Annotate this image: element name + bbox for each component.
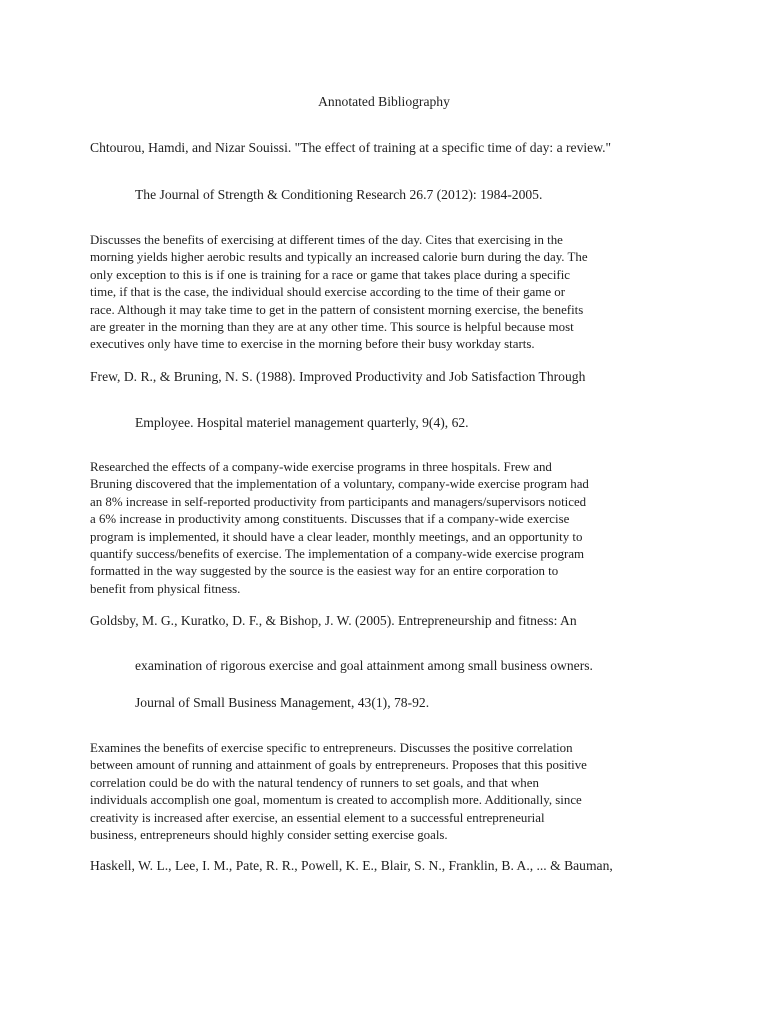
citation-line: The Journal of Strength & Conditioning Research 26.7 (2012): 1984-2005. [135,187,543,202]
citation-line: Employee. Hospital materiel management quarterly, 9(4), 62. [135,415,469,430]
annotation-paragraph [90,459,674,598]
citation-line: Frew, D. R., & Bruning, N. S. (1988). Improved Productivity and Job Satisfaction Through [90,369,586,384]
citation-line: Journal of Small Business Management, 43(1), 78-92. [135,695,430,710]
annotation-line: morning yields higher aerobic results and typically an increased calorie burn during the day. The [90,250,588,265]
citation-line: Goldsby, M. G., Kuratko, D. F., & Bishop, J. W. (2005). Entrepreneurship and fitness: An [90,613,577,628]
annotation-line: creativity is increased after exercise, an essential element to a successful entrepreneurial [90,810,545,825]
annotation-line: only exception to this is if one is training for a race or game that takes place during a specific [90,267,571,282]
annotation-line: correlation could be do with the natural tendency of runners to set goals, and that when [90,775,539,790]
annotation-line: quantify success/benefits of exercise. The implementation of a company-wide exercise program [90,547,585,562]
annotation-line: Researched the effects of a company-wide exercise programs in three hospitals. Frew and [90,460,552,474]
annotation-line: an 8% increase in self-reported productivity from participants and managers/supervisors noticed [90,494,587,509]
annotation-paragraph [90,740,674,844]
annotation-line: executives only have time to exercise in the morning before their busy workday starts. [90,337,535,352]
annotation-line: Bruning discovered that the implementation of a voluntary, company-wide exercise program had [90,477,589,492]
annotation-line: are greater in the morning than they are at any other time. This source is helpful because most [90,320,574,335]
citation-line: Haskell, W. L., Lee, I. M., Pate, R. R., Powell, K. E., Blair, S. N., Franklin, B. A., ... & Bauman, [90,858,613,873]
annotation-line: business, entrepreneurs should highly consider setting exercise goals. [90,828,448,843]
annotation-line: individuals accomplish one goal, momentum is created to accomplish more. Additionally, since [90,793,582,808]
annotation-line: Discusses the benefits of exercising at different times of the day. Cites that exercising in the [90,233,563,247]
annotation-line: between amount of running and attainment of goals by entrepreneurs. Proposes that this positive [90,758,587,773]
annotation-line: program is implemented, it should have a clear leader, monthly meetings, and an opportunity to [90,529,583,544]
annotation-line: formatted in the way suggested by the source is the easiest way for an entire corporation to [90,564,559,579]
citation-line: examination of rigorous exercise and goal attainment among small business owners. [135,658,593,673]
annotation-paragraph [90,232,674,354]
annotation-line: race. Although it may take time to get in the pattern of consistent morning exercise, the benefits [90,302,584,317]
page-title: Annotated Bibliography [318,94,450,109]
citation-line: Chtourou, Hamdi, and Nizar Souissi. "The effect of training at a specific time of day: a review." [90,140,612,155]
annotation-line: Examines the benefits of exercise specific to entrepreneurs. Discusses the positive correlation [90,741,573,755]
annotation-line: time, if that is the case, the individual should exercise according to the time of their game or [90,285,566,300]
annotation-line: benefit from physical fitness. [90,581,241,596]
annotation-line: a 6% increase in productivity among constituents. Discusses that if a company-wide exercise [90,512,570,527]
